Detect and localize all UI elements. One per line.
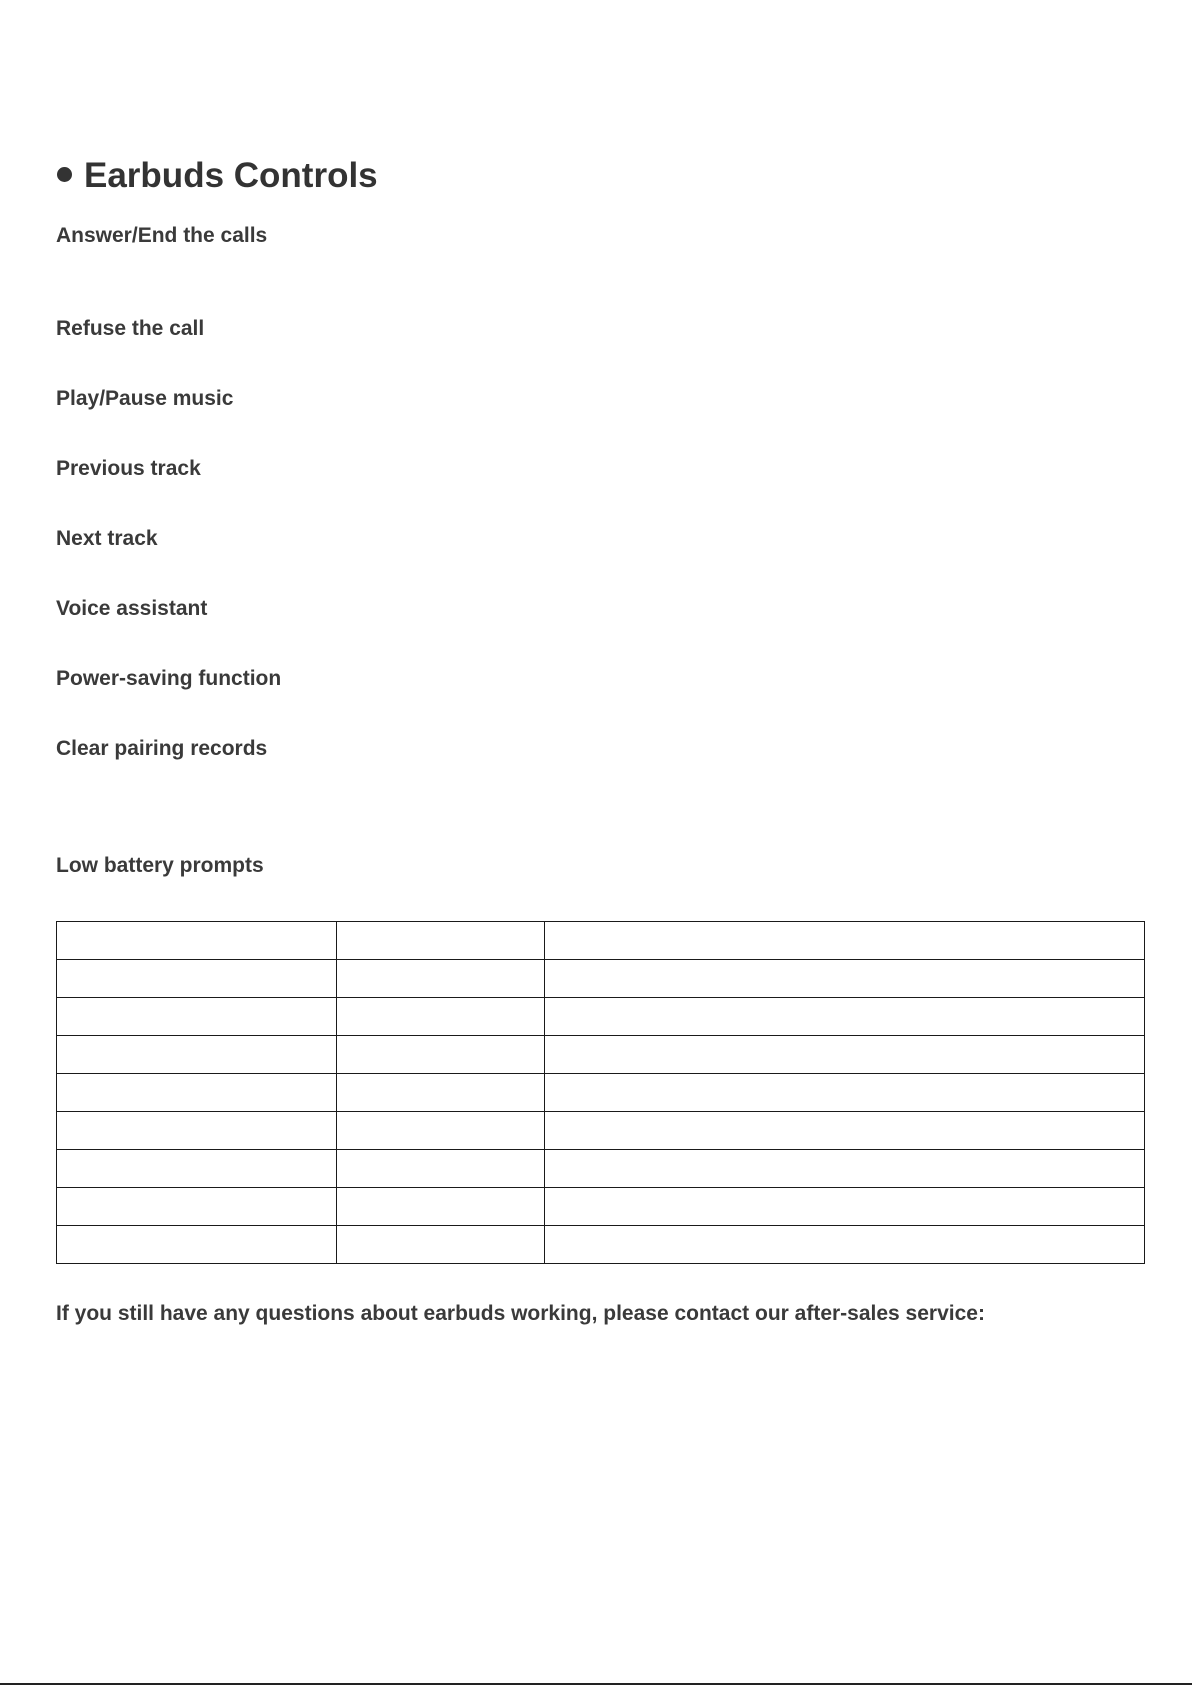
bullet-icon [57,167,72,182]
table-cell [337,998,545,1036]
table-cell [545,922,1145,960]
table-cell [337,1226,545,1264]
table-cell [57,922,337,960]
table-cell [337,1074,545,1112]
table-cell [57,1074,337,1112]
section-clear-pairing: Clear pairing records [56,737,268,760]
heading-text: Earbuds Controls [84,156,378,195]
table-cell [57,1150,337,1188]
table-row [57,1074,1145,1112]
table-row [57,960,1145,998]
table-cell [545,1112,1145,1150]
table-cell [57,1112,337,1150]
table-cell [545,1150,1145,1188]
table-cell [337,1036,545,1074]
table-cell [337,1150,545,1188]
table-row [57,1188,1145,1226]
table-cell [337,1188,545,1226]
table-cell [545,1188,1145,1226]
table-cell [57,1226,337,1264]
table-row [57,1150,1145,1188]
table-cell [545,1074,1145,1112]
controls-table [56,921,1145,1264]
table-cell [545,998,1145,1036]
after-sales-note: If you still have any questions about earbuds working, please contact our after-sales service: [56,1302,985,1325]
table-cell [545,960,1145,998]
table-cell [337,1112,545,1150]
table-cell [57,1188,337,1226]
section-refuse-call: Refuse the call [56,317,205,340]
table-row [57,1036,1145,1074]
table-row [57,998,1145,1036]
table-cell [57,1036,337,1074]
table-cell [545,1036,1145,1074]
table-row [57,922,1145,960]
page-heading [57,158,378,193]
table-cell [57,960,337,998]
section-power-saving: Power-saving function [56,667,282,690]
table-cell [57,998,337,1036]
table-cell [337,960,545,998]
section-answer-end-calls: Answer/End the calls [56,224,268,247]
table-row [57,1112,1145,1150]
table-cell [545,1226,1145,1264]
section-next-track: Next track [56,527,158,550]
section-voice-assistant: Voice assistant [56,597,208,620]
table-row [57,1226,1145,1264]
table-cell [337,922,545,960]
section-low-battery: Low battery prompts [56,854,264,877]
section-play-pause-music: Play/Pause music [56,387,234,410]
section-previous-track: Previous track [56,457,201,480]
